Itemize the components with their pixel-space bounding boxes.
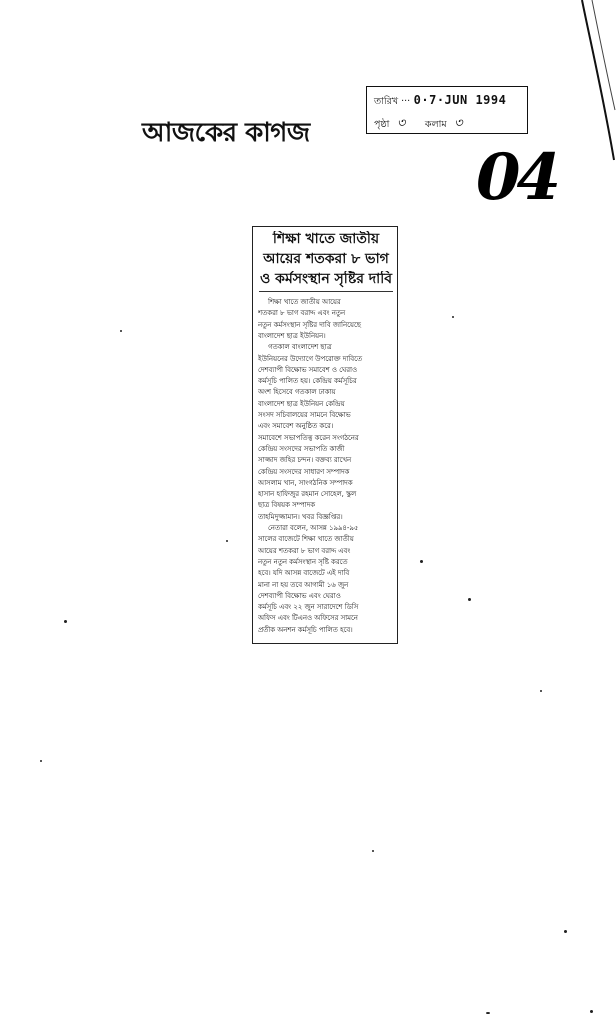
article-line: সমাবেশে সভাপতিত্ব করেন সংগঠনের: [258, 433, 359, 442]
article-line: নতুন কর্মসংস্থান সৃষ্টির দাবি জানিয়েছে: [258, 320, 361, 329]
stamp-page-value: ৩: [396, 116, 406, 131]
article-line: সালের বাজেটে শিক্ষা খাতে জাতীয়: [258, 535, 354, 544]
stamp-date-row: [374, 93, 506, 110]
stamp-date-value: 0·7·JUN 1994: [413, 93, 507, 107]
article-line: অফিস এবং টিএনও অফিসের সামনে: [258, 614, 358, 623]
scan-speck: [564, 930, 567, 933]
article-line: আসলাম খান, সাংগঠনিক সম্পাদক: [258, 478, 353, 487]
article-line: সাজ্জাদ জহির চন্দন। বক্তব্য রাখেন: [258, 456, 352, 465]
article-line: বাংলাদেশ ছাত্র ইউনিয়ন।: [258, 331, 326, 340]
headline-divider: [259, 291, 393, 292]
stamp-page-row: [374, 114, 479, 135]
article-line: কেন্দ্রিয় সংসদের সভাপতি কাজী: [258, 444, 345, 453]
article-line: কর্মসূচি পালিত হয়। কেন্দ্রিয় কর্মসূচির: [258, 377, 357, 386]
article-line: তাহমিদুজ্জামান। খবর বিজ্ঞপ্তির।: [258, 512, 343, 521]
headline-line-2: আয়ের শতকরা ৮ ভাগ: [263, 251, 389, 267]
stamp-date-label: তারিখ ···: [374, 96, 411, 107]
newspaper-clipping: [252, 226, 398, 644]
article-line: নতুন নতুন কর্মসংস্থান সৃষ্টি করতে: [258, 557, 348, 566]
article-line: কেন্দ্রিয় সংসদের সাধারণ সম্পাদক: [258, 467, 350, 476]
stamp-column-label: কলাম: [424, 119, 447, 130]
headline-line-1: শিক্ষা খাতে জাতীয়: [272, 231, 380, 247]
article-line: আয়ের শতকরা ৮ ভাগ বরাদ্দ এবং: [258, 546, 351, 555]
article-line: শিক্ষা খাতে জাতীয় আয়ের: [268, 298, 341, 306]
article-line: দেশব্যাপী বিক্ষোভ এবং ঘেরাও: [258, 591, 341, 600]
handwritten-number: 04: [476, 140, 558, 215]
scan-speck: [64, 620, 67, 623]
article-line: অংশ হিসেবে গতকাল ঢাকায়: [258, 388, 336, 397]
scan-speck: [226, 540, 228, 542]
article-line: বাংলাদেশ ছাত্র ইউনিয়ন কেন্দ্রিয়: [258, 399, 345, 408]
article-line: কর্মসূচি এবং ২২ জুন সারাদেশে ডিসি: [258, 603, 359, 612]
scan-speck: [590, 1010, 593, 1013]
article-line: ছাত্র বিষয়ক সম্পাদক: [258, 501, 316, 510]
article-line: গতকাল বাংলাদেশ ছাত্র: [268, 343, 332, 352]
newspaper-masthead: আজকের কাগজ: [142, 118, 310, 148]
stamp-page-label: পৃষ্ঠা: [374, 119, 390, 130]
article-line: হবে। যদি আসন্ন বাজেটে এই দাবি: [258, 569, 350, 578]
scan-speck: [120, 330, 122, 332]
scan-speck: [40, 760, 42, 762]
article-line: হাসান হাফিজুর রহমান সোহেল, স্কুল: [258, 490, 357, 499]
article-line: দেশব্যাপী বিক্ষোভ সমাবেশ ও ঘেরাও: [258, 365, 358, 374]
headline-line-3: ও কর্মসংস্থান সৃষ্টির দাবি: [259, 271, 392, 287]
article-line: ইউনিয়নের উদ্যোগে উপরোক্ত দাবিতে: [258, 354, 363, 363]
page-edge-curve: [580, 0, 616, 170]
scan-speck: [468, 598, 471, 601]
article-line: মানা না হয় তবে আগামী ১৬ জুন: [258, 580, 349, 589]
archive-stamp: [366, 86, 528, 134]
article-line: শতকরা ৮ ভাগ বরাদ্দ এবং নতুন: [258, 309, 346, 318]
stamp-column-value: ৩: [454, 116, 463, 131]
scan-speck: [486, 1012, 490, 1014]
article-line: সংসদ সচিবালয়ের সামনে বিক্ষোভ: [258, 411, 351, 419]
scan-speck: [540, 690, 542, 692]
scan-speck: [420, 560, 423, 563]
scan-speck: [372, 850, 374, 852]
article-line: প্রতীক অনশন কর্মসূচি পালিত হবে।: [258, 625, 353, 634]
scan-speck: [452, 316, 454, 318]
article-line: নেতারা বলেন, আসন্ন ১৯৯৪-৯৫: [268, 524, 359, 532]
article-line: এবং সমাবেশ অনুষ্ঠিত করে।: [258, 422, 334, 431]
